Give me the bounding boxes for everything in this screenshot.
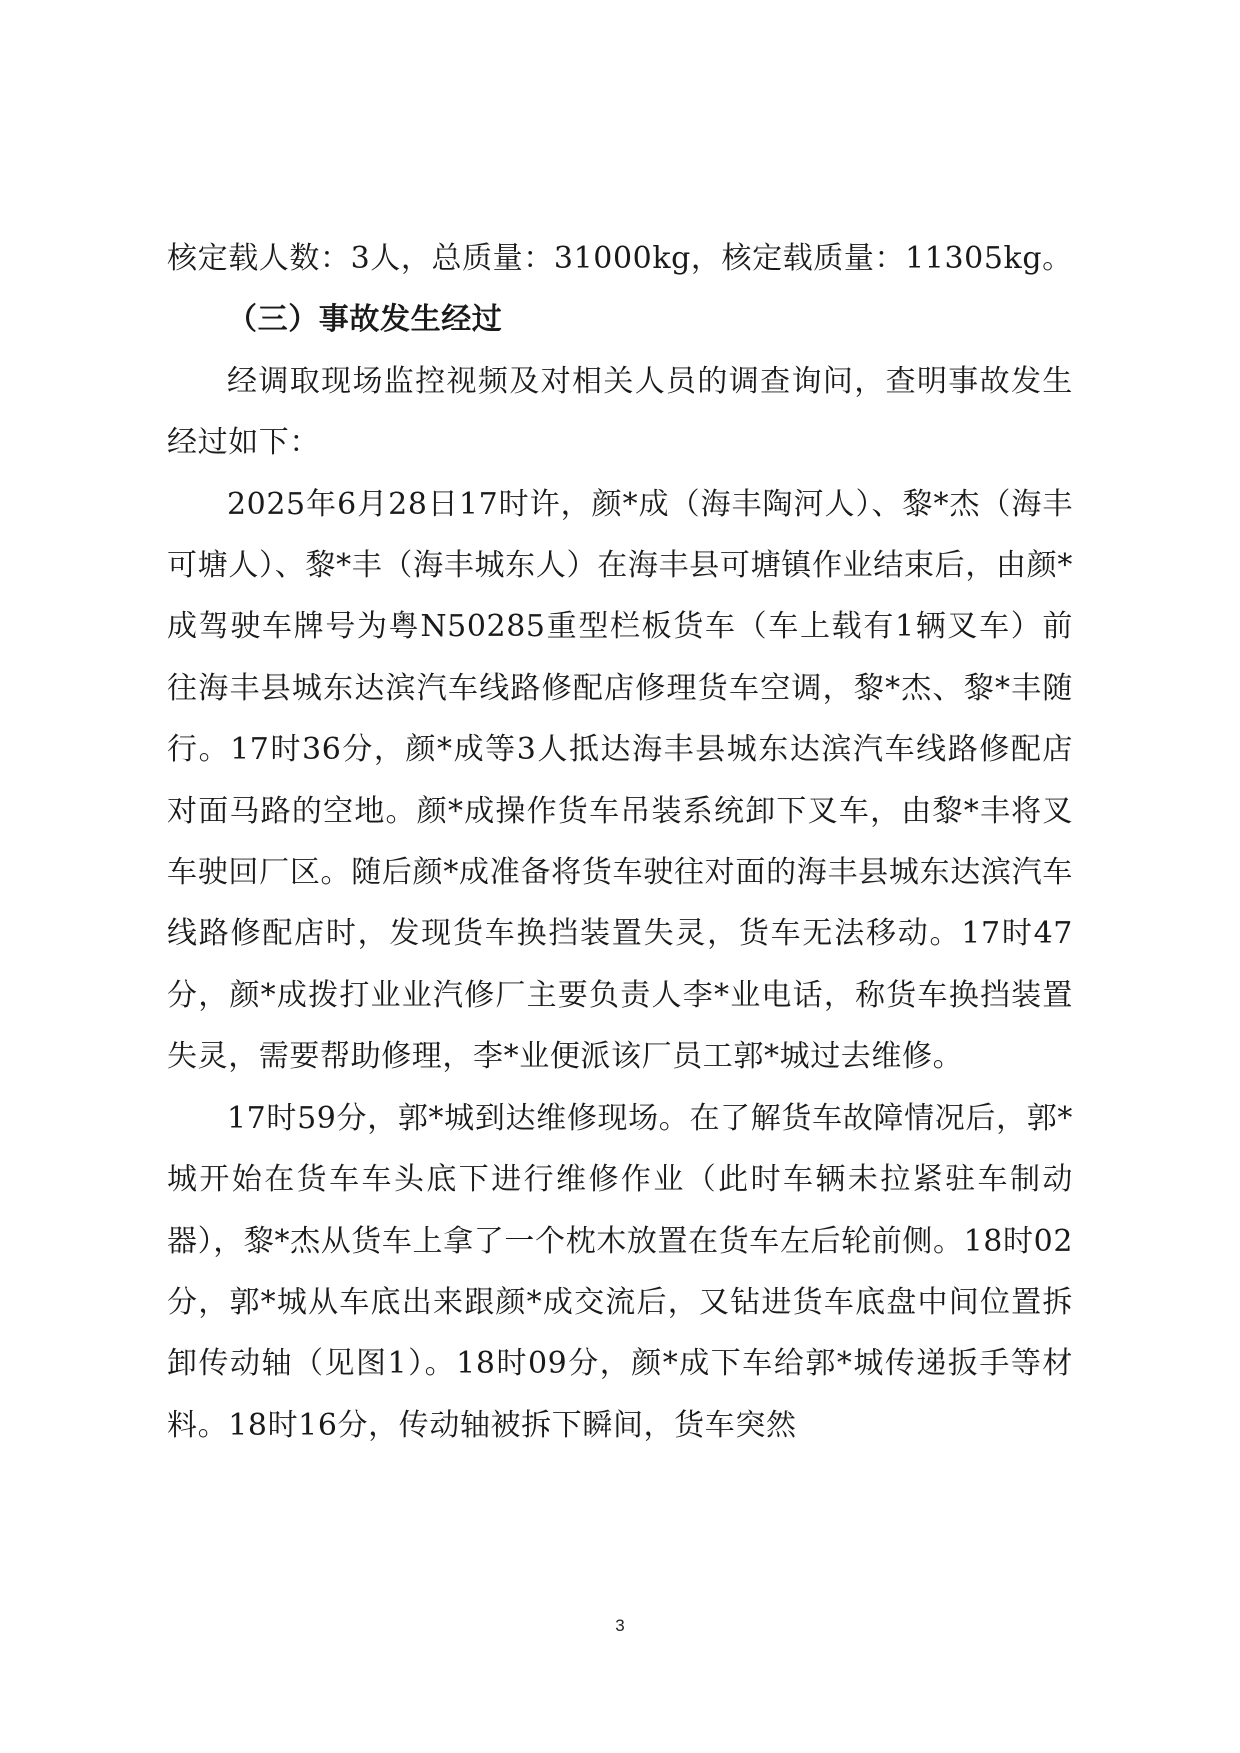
paragraph-intro: 经调取现场监控视频及对相关人员的调查询问，查明事故发生经过如下： — [167, 363, 1073, 461]
document-body — [167, 228, 1073, 1456]
page-number: 3 — [615, 1616, 625, 1635]
section-heading: （三）事故发生经过 — [227, 302, 503, 338]
paragraph-load-spec: 核定载人数：3人，总质量：31000kg，核定载质量：11305kg。 — [167, 241, 1073, 276]
paragraph-timeline-2: 17时59分，郭*城到达维修现场。在了解货车故障情况后，郭*城开始在货车车头底下进行维修作业（此时车辆未拉紧驻车制动器），黎*杰从货车上拿了一个枕木放置在货车左后轮前侧。18时02分，郭*城从车底出来跟颜*成交流后，又钻进货车底盘中间位置拆卸传动轴（见图1）。18时09分，颜*成下车给郭*城传递扳手等材料。18时16分，传动轴被拆下瞬间，货车突然 — [167, 1100, 1073, 1443]
paragraph-timeline-1: 2025年6月28日17时许，颜*成（海丰陶河人）、黎*杰（海丰可塘人）、黎*丰（海丰城东人）在海丰县可塘镇作业结束后，由颜*成驾驶车牌号为粤N50285重型栏板货车（车上载有1辆叉车）前往海丰县城东达滨汽车线路修配店修理货车空调，黎*杰、黎*丰随行。17时36分，颜*成等3人抵达海丰县城东达滨汽车线路修配店对面马路的空地。颜*成操作货车吊装系统卸下叉车，由黎*丰将叉车驶回厂区。随后颜*成准备将货车驶往对面的海丰县城东达滨汽车线路修配店时，发现货车换挡装置失灵，货车无法移动。17时47分，颜*成拨打业业汽修厂主要负责人李*业电话，称货车换挡装置失灵，需要帮助修理，李*业便派该厂员工郭*城过去维修。 — [167, 486, 1073, 1075]
